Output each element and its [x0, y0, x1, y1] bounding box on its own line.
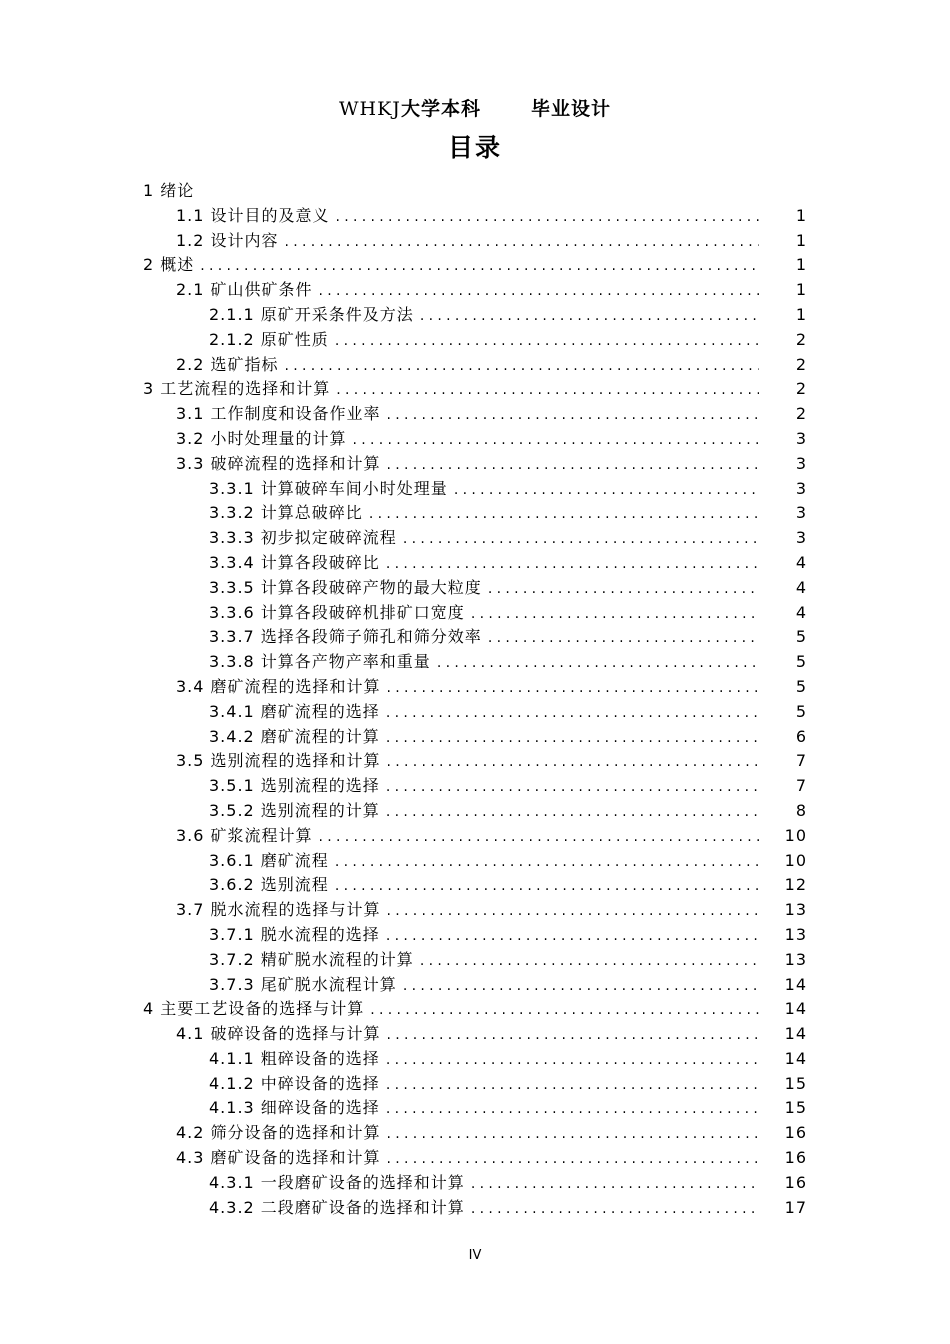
- toc-entry-page: 13: [784, 924, 807, 944]
- toc-entry-page: 16: [784, 1172, 807, 1192]
- toc-entry[interactable]: [0, 229, 950, 254]
- toc-entry-page: 16: [784, 1148, 807, 1168]
- toc-entry[interactable]: [0, 1171, 950, 1196]
- toc-leader-dots: [200, 254, 759, 279]
- toc-entry-page: 16: [784, 1123, 807, 1143]
- toc-entry[interactable]: [0, 551, 950, 576]
- toc-entry[interactable]: [0, 477, 950, 502]
- toc-entry-label: 3.3.7 选择各段筛子筛孔和筛分效率: [209, 627, 482, 647]
- toc-entry-label: 4.3.1 一段磨矿设备的选择和计算: [209, 1172, 465, 1192]
- toc-entry[interactable]: [0, 774, 950, 799]
- toc-leader-dots: [386, 1048, 759, 1073]
- toc-leader-dots: [437, 651, 759, 676]
- toc-entry-page: 6: [795, 726, 807, 746]
- toc-leader-dots: [353, 428, 759, 453]
- toc-entry-label: 3.4.1 磨矿流程的选择: [209, 701, 380, 721]
- toc-entry[interactable]: [0, 1047, 950, 1072]
- toc-entry[interactable]: [0, 377, 950, 402]
- toc-entry-label: 3.3.3 初步拟定破碎流程: [209, 528, 397, 548]
- toc-entry-label: 2 概述: [143, 255, 195, 275]
- toc-entry-label: 2.1.2 原矿性质: [209, 329, 329, 349]
- toc-leader-dots: [386, 552, 759, 577]
- toc-entry-label: 3.4.2 磨矿流程的计算: [209, 726, 380, 746]
- toc-leader-dots: [335, 850, 759, 875]
- toc-leader-dots: [370, 998, 759, 1023]
- toc-leader-dots: [403, 974, 759, 999]
- toc-leader-dots: [336, 205, 759, 230]
- toc-entry[interactable]: [0, 849, 950, 874]
- toc-entry-page: 7: [795, 751, 807, 771]
- toc-leader-dots: [386, 924, 759, 949]
- toc-entry-label: 3.1 工作制度和设备作业率: [176, 404, 381, 424]
- toc-entry[interactable]: [0, 501, 950, 526]
- toc-entry-page: 4: [795, 552, 807, 572]
- toc-entry-label: 2.2 选矿指标: [176, 354, 279, 374]
- toc-entry-page: 8: [795, 800, 807, 820]
- header-design: 毕业设计: [530, 98, 611, 120]
- toc-leader-dots: [387, 899, 759, 924]
- document-header: [0, 94, 950, 121]
- toc-entry-label: 3.7.3 尾矿脱水流程计算: [209, 974, 397, 994]
- toc-leader-dots: [387, 1147, 759, 1172]
- toc-entry[interactable]: [0, 1096, 950, 1121]
- toc-entry[interactable]: [0, 427, 950, 452]
- toc-entry[interactable]: [0, 179, 950, 204]
- toc-leader-dots: [335, 874, 759, 899]
- toc-leader-dots: [386, 800, 759, 825]
- toc-entry-label: 3.3 破碎流程的选择和计算: [176, 453, 381, 473]
- toc-leader-dots: [420, 949, 759, 974]
- toc-entry-page: 17: [784, 1197, 807, 1217]
- toc-entry-page: 1: [795, 280, 807, 300]
- toc-entry[interactable]: [0, 278, 950, 303]
- toc-leader-dots: [335, 329, 759, 354]
- toc-entry-page: 2: [795, 329, 807, 349]
- toc-entry-page: 10: [784, 850, 807, 870]
- toc-leader-dots: [488, 577, 759, 602]
- toc-entry-label: 3.3.4 计算各段破碎比: [209, 552, 380, 572]
- toc-entry-page: 1: [795, 230, 807, 250]
- toc-leader-dots: [386, 726, 759, 751]
- toc-entry[interactable]: [0, 923, 950, 948]
- toc-leader-dots: [471, 1172, 759, 1197]
- toc-entry-page: 15: [784, 1073, 807, 1093]
- toc-entry-label: 1.2 设计内容: [176, 230, 279, 250]
- toc-entry-label: 3.3.2 计算总破碎比: [209, 503, 363, 523]
- toc-entry[interactable]: [0, 675, 950, 700]
- toc-entry-page: 3: [795, 478, 807, 498]
- toc-entry[interactable]: [0, 625, 950, 650]
- toc-entry-label: 3.3.1 计算破碎车间小时处理量: [209, 478, 448, 498]
- toc-entry-page: 5: [795, 627, 807, 647]
- toc-entry-label: 3 工艺流程的选择和计算: [143, 379, 331, 399]
- page-number: IV: [468, 1248, 482, 1263]
- toc-leader-dots: [336, 378, 759, 403]
- toc-leader-dots: [387, 750, 759, 775]
- toc-entry[interactable]: [0, 452, 950, 477]
- toc-entry-page: 14: [784, 1048, 807, 1068]
- toc-entry[interactable]: [0, 700, 950, 725]
- toc-entry-label: 4.3.2 二段磨矿设备的选择和计算: [209, 1197, 465, 1217]
- toc-entry-page: 14: [784, 1024, 807, 1044]
- toc-leader-dots: [386, 701, 759, 726]
- toc-entry-label: 4 主要工艺设备的选择与计算: [143, 999, 365, 1019]
- toc-entry-page: 2: [795, 379, 807, 399]
- toc-entry-page: 5: [795, 652, 807, 672]
- toc-entry[interactable]: [0, 898, 950, 923]
- toc-entry[interactable]: [0, 1072, 950, 1097]
- toc-leader-dots: [386, 1097, 759, 1122]
- toc-entry[interactable]: [0, 353, 950, 378]
- toc-entry[interactable]: [0, 526, 950, 551]
- toc-entry[interactable]: [0, 576, 950, 601]
- toc-leader-dots: [387, 403, 759, 428]
- toc-leader-dots: [471, 1197, 759, 1222]
- toc-entry-label: 4.1.1 粗碎设备的选择: [209, 1048, 380, 1068]
- toc-entry-label: 3.7 脱水流程的选择与计算: [176, 900, 381, 920]
- toc-entry[interactable]: [0, 749, 950, 774]
- toc-leader-dots: [285, 354, 759, 379]
- toc-entry-page: 10: [784, 825, 807, 845]
- toc-entry-page: 1: [795, 205, 807, 225]
- toc-entry-label: 4.2 筛分设备的选择和计算: [176, 1123, 381, 1143]
- toc-leader-dots: [369, 502, 759, 527]
- toc-leader-dots: [387, 1122, 759, 1147]
- toc-entry[interactable]: [0, 1146, 950, 1171]
- toc-entry-page: 12: [784, 875, 807, 895]
- toc-entry-label: 4.1.2 中碎设备的选择: [209, 1073, 380, 1093]
- toc-leader-dots: [454, 478, 759, 503]
- toc-entry-page: 5: [795, 701, 807, 721]
- page-title: 目录: [447, 133, 502, 162]
- toc-leader-dots: [420, 304, 759, 329]
- toc-entry-page: 3: [795, 428, 807, 448]
- toc-entry[interactable]: [0, 1196, 950, 1221]
- toc-entry-label: 2.1.1 原矿开采条件及方法: [209, 304, 414, 324]
- toc-entry-label: 1 绪论: [143, 181, 195, 200]
- toc-entry-label: 3.5.1 选别流程的选择: [209, 776, 380, 796]
- toc-entry[interactable]: [0, 725, 950, 750]
- toc-entry-label: 4.3 磨矿设备的选择和计算: [176, 1148, 381, 1168]
- toc-entry-page: 5: [795, 676, 807, 696]
- table-of-contents: [0, 179, 950, 1220]
- toc-entry[interactable]: [0, 328, 950, 353]
- toc-leader-dots: [403, 527, 759, 552]
- toc-leader-dots: [488, 626, 759, 651]
- toc-entry-label: 3.6.1 磨矿流程: [209, 850, 329, 870]
- toc-leader-dots: [285, 230, 759, 255]
- toc-entry[interactable]: [0, 948, 950, 973]
- toc-entry-page: 13: [784, 949, 807, 969]
- toc-entry-page: 13: [784, 900, 807, 920]
- toc-entry-page: 15: [784, 1098, 807, 1118]
- toc-entry-label: 4.1.3 细碎设备的选择: [209, 1098, 380, 1118]
- toc-entry-label: 3.6 矿浆流程计算: [176, 825, 313, 845]
- toc-entry-page: 4: [795, 602, 807, 622]
- toc-leader-dots: [471, 602, 759, 627]
- toc-entry[interactable]: [0, 824, 950, 849]
- toc-entry-page: 2: [795, 404, 807, 424]
- toc-entry[interactable]: [0, 204, 950, 229]
- header-prefix: WHKJ: [339, 98, 401, 120]
- toc-leader-dots: [386, 1073, 759, 1098]
- toc-entry-page: 3: [795, 528, 807, 548]
- toc-entry[interactable]: [0, 253, 950, 278]
- toc-leader-dots: [387, 453, 759, 478]
- toc-entry[interactable]: [0, 303, 950, 328]
- toc-entry-label: 3.3.8 计算各产物产率和重量: [209, 652, 431, 672]
- toc-entry[interactable]: [0, 650, 950, 675]
- toc-leader-dots: [319, 825, 759, 850]
- toc-entry[interactable]: [0, 873, 950, 898]
- toc-entry-label: 1.1 设计目的及意义: [176, 205, 330, 225]
- toc-entry[interactable]: [0, 799, 950, 824]
- toc-entry[interactable]: [0, 973, 950, 998]
- toc-entry-label: 3.7.2 精矿脱水流程的计算: [209, 949, 414, 969]
- toc-entry-label: 3.5.2 选别流程的计算: [209, 800, 380, 820]
- toc-entry[interactable]: [0, 402, 950, 427]
- toc-entry-label: 3.7.1 脱水流程的选择: [209, 924, 380, 944]
- header-school: 大学本科: [400, 98, 481, 120]
- toc-entry-page: 14: [784, 999, 807, 1019]
- toc-entry-label: 3.2 小时处理量的计算: [176, 428, 347, 448]
- toc-entry-label: 3.6.2 选别流程: [209, 875, 329, 895]
- toc-entry-label: 3.5 选别流程的选择和计算: [176, 751, 381, 771]
- toc-leader-dots: [386, 775, 759, 800]
- toc-entry[interactable]: [0, 601, 950, 626]
- toc-entry-label: 3.4 磨矿流程的选择和计算: [176, 676, 381, 696]
- toc-entry-page: 1: [795, 304, 807, 324]
- toc-entry[interactable]: [0, 1022, 950, 1047]
- toc-entry-page: 14: [784, 974, 807, 994]
- toc-entry-label: 3.3.5 计算各段破碎产物的最大粒度: [209, 577, 482, 597]
- toc-entry-page: 2: [795, 354, 807, 374]
- toc-entry-page: 1: [795, 255, 807, 275]
- toc-leader-dots: [319, 279, 759, 304]
- toc-entry[interactable]: [0, 997, 950, 1022]
- toc-entry-page: 7: [795, 776, 807, 796]
- toc-leader-dots: [387, 676, 759, 701]
- toc-entry[interactable]: [0, 1121, 950, 1146]
- toc-entry-page: 3: [795, 503, 807, 523]
- toc-leader-dots: [387, 1023, 759, 1048]
- toc-entry-page: 4: [795, 577, 807, 597]
- toc-entry-label: 3.3.6 计算各段破碎机排矿口宽度: [209, 602, 465, 622]
- toc-entry-label: 4.1 破碎设备的选择与计算: [176, 1024, 381, 1044]
- toc-entry-label: 2.1 矿山供矿条件: [176, 280, 313, 300]
- toc-entry-page: 3: [795, 453, 807, 473]
